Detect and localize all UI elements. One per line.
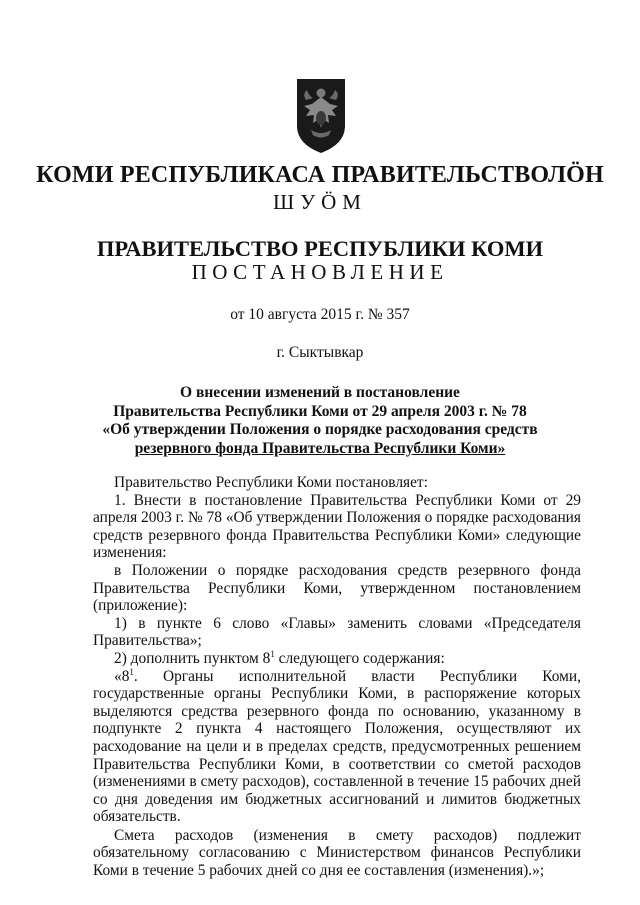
document-date-number: от 10 августа 2015 г. № 357 xyxy=(230,306,410,323)
body-paragraph: Смета расходов (изменения в смету расходов) подлежит обязательному согласованию с Министерством финансов Республики Коми в течение 5 рабочих дней со дня ее составления (изменения).»; xyxy=(93,826,581,880)
superscript: 1 xyxy=(129,666,134,677)
coat-of-arms-emblem xyxy=(296,78,346,154)
body-paragraph: 1) в пункте 6 слово «Главы» заменить словами «Председателя Правительства»; xyxy=(93,614,581,650)
body-paragraph: в Положении о порядке расходования средств резервного фонда Правительства Республики Коми, утвержденном постановлением (приложение): xyxy=(93,561,581,615)
document-type: ПОСТАНОВЛЕНИЕ xyxy=(191,260,449,284)
document-body xyxy=(93,474,581,880)
body-paragraph xyxy=(93,650,581,668)
body-text: следующего содержания: xyxy=(274,649,445,667)
subject-line-4: резервного фонда Правительства Республики Коми» xyxy=(134,439,506,457)
body-paragraph: 1. Внести в постановление Правительства Республики Коми от 29 апреля 2003 г. № 78 «Об утверждении Положения о порядке расходования средств резервного фонда Правительства Республики Коми» следующие изменения: xyxy=(93,491,581,562)
document-city: г. Сыктывкар xyxy=(276,344,364,361)
body-paragraph: Правительство Республики Коми постановляет: xyxy=(114,474,428,491)
body-paragraph xyxy=(93,668,581,826)
body-text: . Органы исполнительной власти Республики Коми, государственные органы Республики Коми, в распоряжение которых выделяются средства резервного фонда по основанию, указанному в подпункте 2 пункта 4 настоящего Положения, осуществляют их расходование на цели и в пределах средств, предусмотренных решением Правительства Республики Коми, в соответствии со сметой расходов (изменениями в смету расходов), составленной в течение 15 рабочих дней со дня доведения им бюджетных ассигнований и лимитов бюджетных обязательств. xyxy=(93,667,581,826)
body-text: «8 xyxy=(114,667,130,685)
subject-line-2: Правительства Республики Коми от 29 апреля 2003 г. № 78 xyxy=(113,402,527,420)
government-title: ПРАВИТЕЛЬСТВО РЕСПУБЛИКИ КОМИ xyxy=(96,236,544,261)
komi-document-type: ШУӦМ xyxy=(273,190,367,214)
superscript: 1 xyxy=(270,648,275,659)
komi-government-title: КОМИ РЕСПУБЛИКАСА ПРАВИТЕЛЬСТВОЛӦН xyxy=(36,162,604,188)
subject-line-1: О внесении изменений в постановление xyxy=(180,384,460,401)
body-text: 2) дополнить пунктом 8 xyxy=(114,649,271,667)
document-subject xyxy=(0,384,640,458)
subject-line-3: «Об утверждении Положения о порядке расходования средств xyxy=(102,421,538,438)
